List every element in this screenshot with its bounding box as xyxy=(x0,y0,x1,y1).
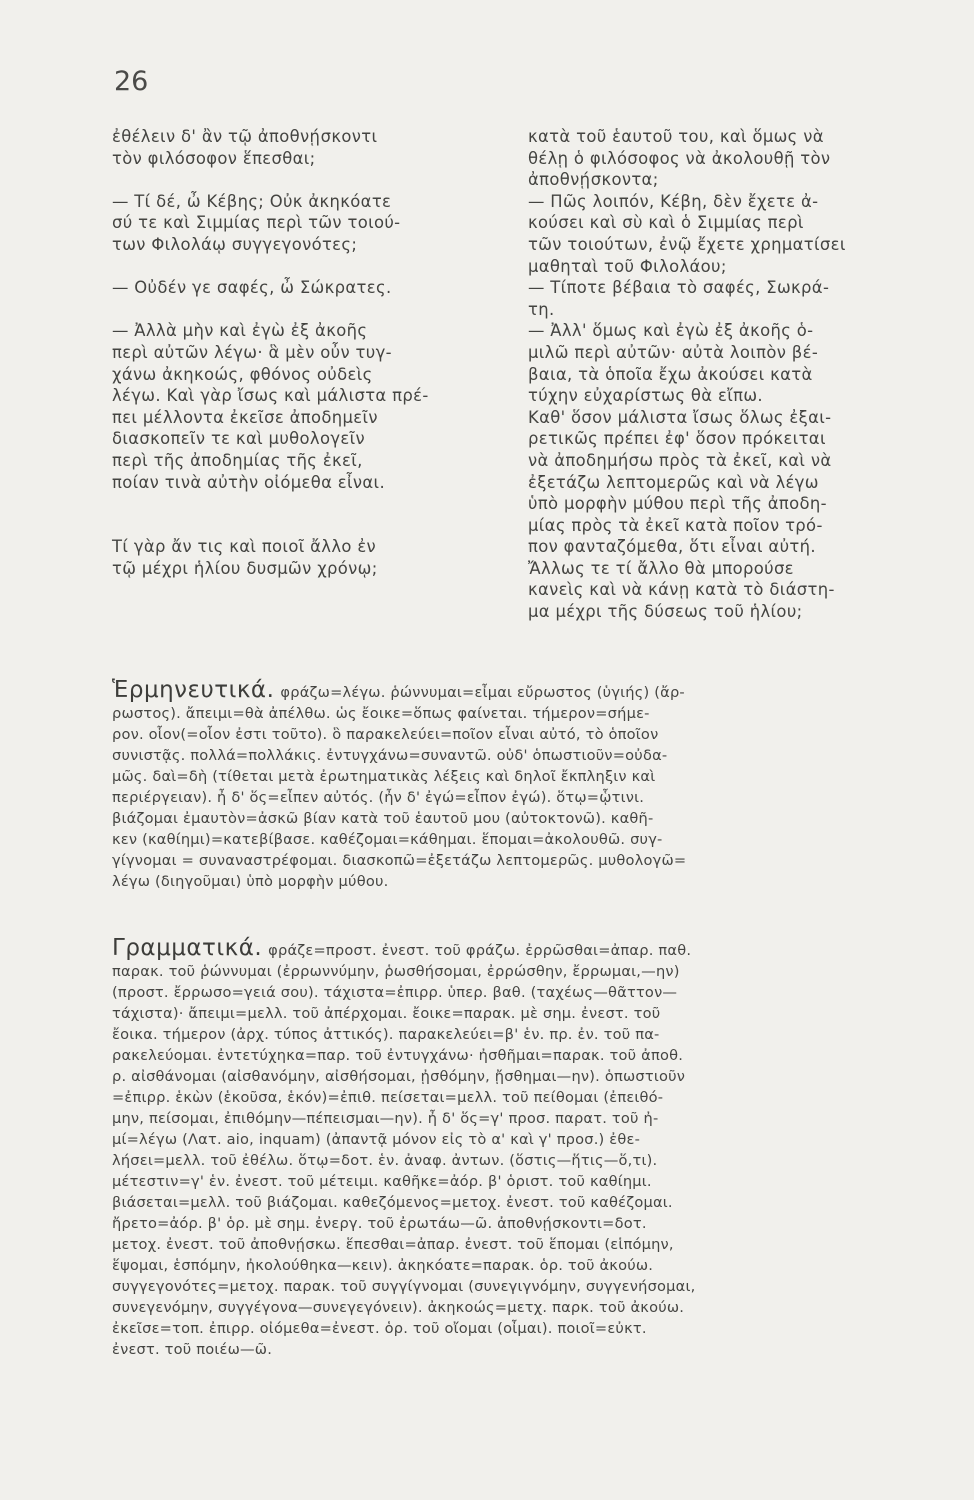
translation-paragraph-4: — Ἀλλ' ὅμως καὶ ἐγὼ ἐξ ἀκοῆς ὁ- μιλῶ περὶ αὐτῶν· αὐτὰ λοιπὸν βέ- βαια, τὰ ὁποῖα ἔχω ἀκούσει κατὰ τύχην εὐχαρίστως θὰ εἴπω. Καθ' ὅσον μάλιστα ἴσως ὅλως ἐξαι- ρετικῶς πρέπει ἐφ' ὅσον πρόκειται νὰ ἀποδημήσω πρὸς τὰ ἐκεῖ, καὶ νὰ ἐξετάζω λεπτομερῶς καὶ νὰ λέγω ὑπὸ μορφὴν μύθου περὶ τῆς ἀποδη- μίας πρὸς τὰ ἐκεῖ κατὰ ποῖον τρό- πον φανταζόμεθα, ὅτι εἶναι αὐτή. xyxy=(528,321,832,557)
greek-paragraph-1: ἐθέλειν δ' ἂν τῷ ἀποθνῄσκοντι τὸν φιλόσοφον ἕπεσθαι; xyxy=(112,127,378,168)
grammatical-title: Γραμματικά. xyxy=(112,935,263,961)
greek-text-column xyxy=(112,126,504,579)
interpretive-title: Ἑρμηνευτικά. xyxy=(112,677,275,703)
page-number: 26 xyxy=(114,66,149,97)
translation-paragraph-5: Ἄλλως τε τί ἄλλο θὰ μπορούσε κανεὶς καὶ νὰ κάνῃ κατὰ τὸ διάστη- μα μέχρι τῆς δύσεως τοῦ ἡλίου; xyxy=(528,558,835,622)
interpretive-text: φράζω=λέγω. ῥώννυμαι=εἶμαι εὔρωστος (ὑγιής) (ἄρ- ρωστος). ἄπειμι=θὰ ἀπέλθω. ὡς ἔοικε=ὅπως φαίνεται. τήμερον=σήμε- ρον. οἷον(=οἷον ἐστι τοῦτο). ὃ παρακελεύει=ποῖον εἶναι αὐτό, τὸ ὁποῖον συνιστᾷς. πολλά=πολλάκις. ἐντυγχάνω=συναντῶ. οὐδ' ὁπωστιοῦν=οὐδα- μῶς. δαὶ=δὴ (τίθεται μετὰ ἐρωτηματικὰς λέξεις καὶ δηλοῖ ἔκπληξιν καὶ περιέργειαν). ἦ δ' ὅς=εἶπεν αὐτός. (ἦν δ' ἐγώ=εἶπον ἐγώ). ὅτῳ=ᾧτινι. βιάζομαι ἐμαυτὸν=ἀσκῶ βίαν κατὰ τοῦ ἑαυτοῦ μου (αὐτοκτονῶ). καθῆ- κεν (καθίημι)=κατεβίβασε. καθέζομαι=κάθημαι. ἕπομαι=ἀκολουθῶ. συγ- γίγνομαι = συναναστρέφομαι. διασκοπῶ=ἐξετάζω λεπτομερῶς. μυθολογῶ= λέγω (διηγοῦμαι) ὑπὸ μορφὴν μύθου. xyxy=(112,684,687,890)
greek-paragraph-3: — Οὐδέν γε σαφές, ὦ Σώκρατες. xyxy=(112,278,392,298)
grammatical-notes xyxy=(112,935,960,1360)
interpretive-notes xyxy=(112,677,960,892)
translation-paragraph-1: κατὰ τοῦ ἑαυτοῦ του, καὶ ὅμως νὰ θέλῃ ὁ φιλόσοφος νὰ ἀκολουθῇ τὸν ἀποθνῄσκοντα; xyxy=(528,127,831,190)
greek-paragraph-4: — Ἀλλὰ μὴν καὶ ἐγὼ ἐξ ἀκοῆς περὶ αὐτῶν λέγω· ἃ μὲν οὖν τυγ- χάνω ἀκηκοώς, φθόνος οὐδεὶς λέγω. Καὶ γὰρ ἴσως καὶ μάλιστα πρέ- πει μέλλοντα ἐκεῖσε ἀποδημεῖν διασκοπεῖν τε καὶ μυθολογεῖν περὶ τῆς ἀποδημίας τῆς ἐκεῖ, ποίαν τινὰ αὐτὴν οἰόμεθα εἶναι. xyxy=(112,321,429,492)
translation-paragraph-3: — Τίποτε βέβαια τὸ σαφές, Σωκρά- τη. xyxy=(528,278,830,319)
greek-paragraph-5: Τί γὰρ ἄν τις καὶ ποιοῖ ἄλλο ἐν τῷ μέχρι ἡλίου δυσμῶν χρόνῳ; xyxy=(112,537,378,578)
greek-paragraph-2: — Τί δέ, ὦ Κέβης; Οὐκ ἀκηκόατε σύ τε καὶ Σιμμίας περὶ τῶν τοιού- των Φιλολάῳ συγγεγονότες; xyxy=(112,191,401,254)
translation-column xyxy=(528,126,958,623)
translation-paragraph-2: — Πῶς λοιπόν, Κέβη, δὲν ἔχετε ἀ- κούσει καὶ σὺ καὶ ὁ Σιμμίας περὶ τῶν τοιούτων, ἐνῷ ἔχετε χρηματίσει μαθηταὶ τοῦ Φιλολάου; xyxy=(528,191,846,276)
grammatical-text: φράζε=προστ. ἐνεστ. τοῦ φράζω. ἐρρῶσθαι=ἀπαρ. παθ. παρακ. τοῦ ῥώννυμαι (ἐρρωννύμην, ῥωσθήσομαι, ἐρρώσθην, ἔρρωμαι,—ην) (προστ. ἔρρωσο=γειά σου). τάχιστα=ἐπιρρ. ὑπερ. βαθ. (ταχέως—θᾶττον— τάχιστα)· ἄπειμι=μελλ. τοῦ ἀπέρχομαι. ἔοικε=παρακ. μὲ σημ. ἐνεστ. τοῦ ἔοικα. τήμερον (ἀρχ. τύπος ἀττικός). παρακελεύει=β' ἑν. πρ. ἐν. τοῦ πα- ρακελεύομαι. ἐντετύχηκα=παρ. τοῦ ἐντυγχάνω· ἠσθῆμαι=παρακ. τοῦ ἀποθ. ρ. αἰσθάνομαι (αἰσθανόμην, αἰσθήσομαι, ᾐσθόμην, ᾔσθημαι—ην). ὁπωστιοῦν =ἐπιρρ. ἑκὼν (ἑκοῦσα, ἑκόν)=ἐπιθ. πείσεται=μελλ. τοῦ πείθομαι (ἐπειθό- μην, πείσομαι, ἐπιθόμην—πέπεισμαι—ην). ἦ δ' ὅς=γ' προσ. παρατ. τοῦ ἠ- μί=λέγω (Λατ. aio, inquam) (ἀπαντᾷ μόνον εἰς τὸ α' καὶ γ' προσ.) ἐθε- λήσει=μελλ. τοῦ ἐθέλω. ὅτῳ=δοτ. ἑν. ἀναφ. ἀντων. (ὅστις—ἥτις—ὅ,τι). μέτεστιν=γ' ἑν. ἐνεστ. τοῦ μέτειμι. καθῆκε=ἀόρ. β' ὁριστ. τοῦ καθίημι. βιάσεται=μελλ. τοῦ βιάζομαι. καθεζόμενος=μετοχ. ἐνεστ. τοῦ καθέζομαι. ἤρετο=ἀόρ. β' ὁρ. μὲ σημ. ἐνεργ. τοῦ ἐρωτάω—ῶ. ἀποθνῄσκοντι=δοτ. μετοχ. ἐνεστ. τοῦ ἀποθνῄσκω. ἕπεσθαι=ἀπαρ. ἐνεστ. τοῦ ἕπομαι (εἱπόμην, ἕψομαι, ἑσπόμην, ἠκολούθηκα—κειν). ἀκηκόατε=παρακ. ὁρ. τοῦ ἀκούω. συγγεγονότες=μετοχ. παρακ. τοῦ συγγίγνομαι (συνεγιγνόμην, συγγενήσομαι, συνεγενόμην, συγγέγονα—συνεγεγόνειν). ἀκηκοώς=μετχ. παρκ. τοῦ ἀκούω. ἐκεῖσε=τοπ. ἐπιρρ. οἰόμεθα=ἐνεστ. ὁρ. τοῦ οἴομαι (οἶμαι). ποιοῖ=εὐκτ. ἐνεστ. τοῦ ποιέω—ῶ. xyxy=(112,942,696,1358)
